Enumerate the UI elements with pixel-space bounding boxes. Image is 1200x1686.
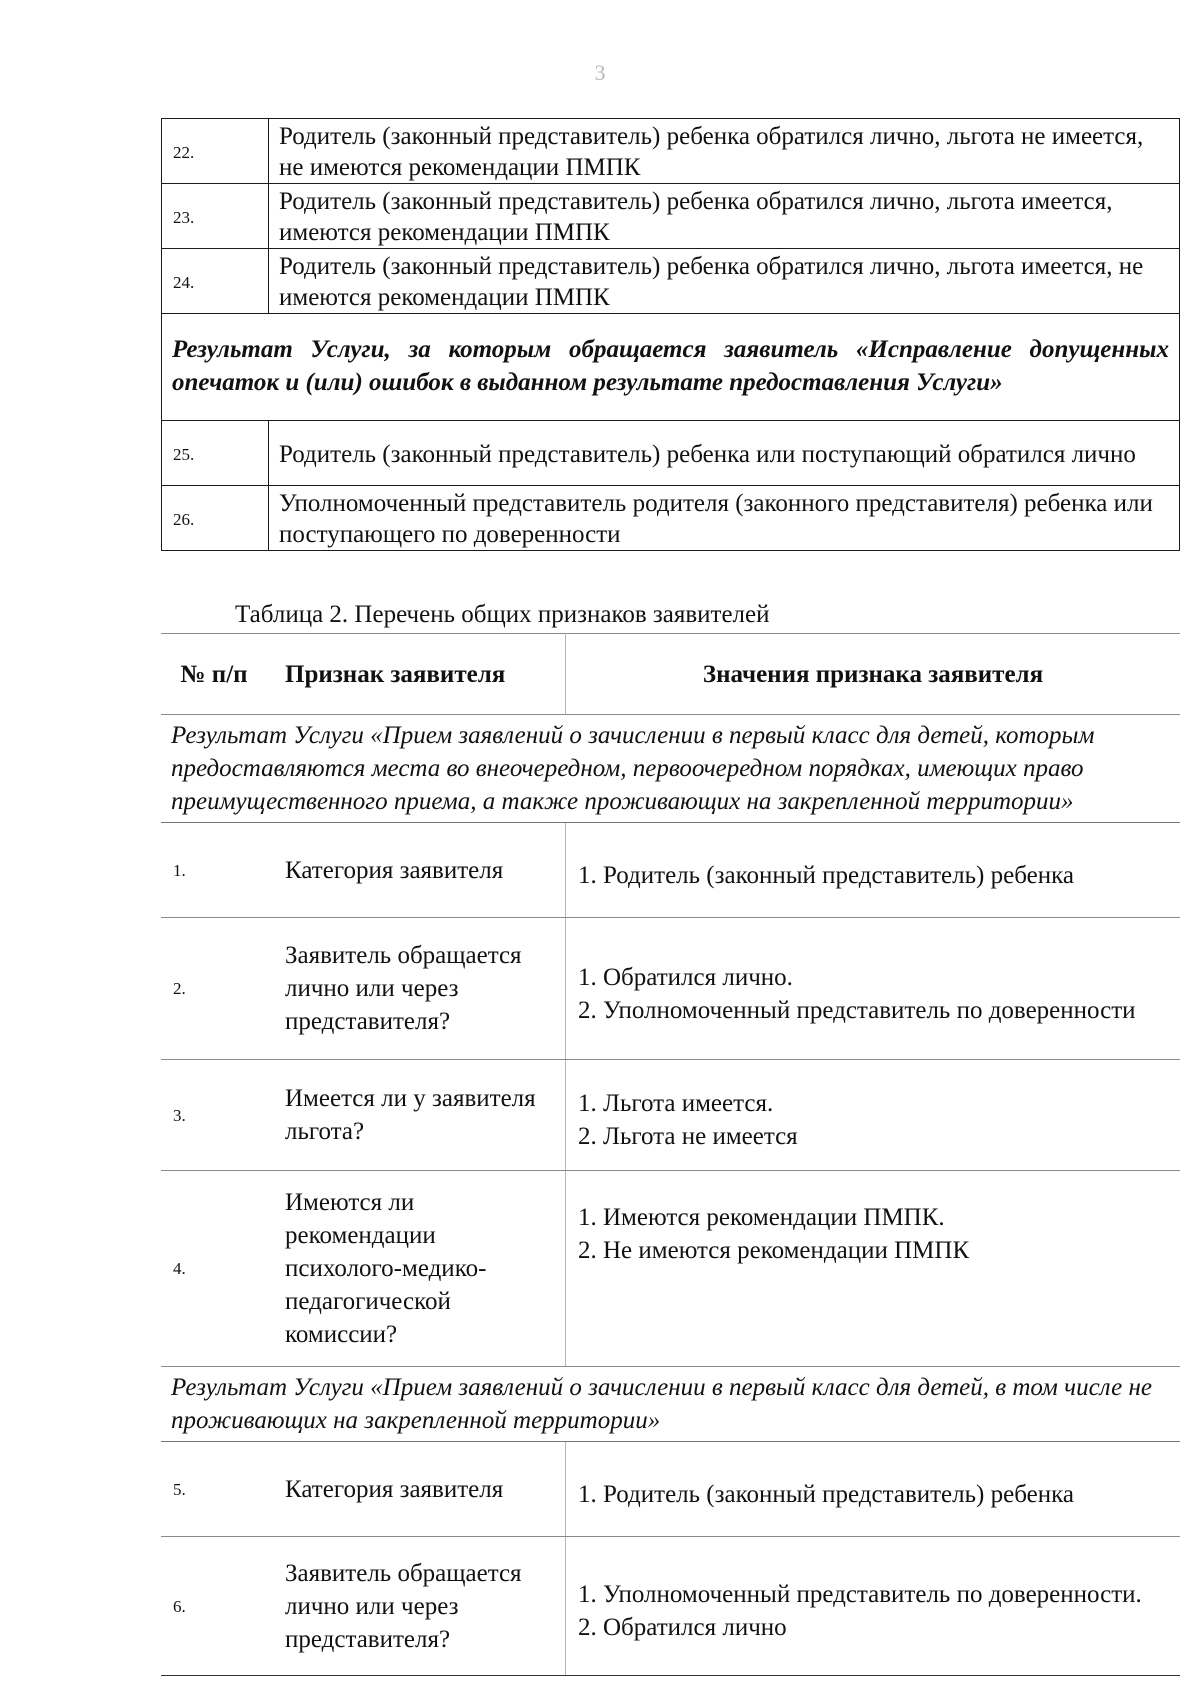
row-sign: Заявитель обращается лично или через представителя? [267, 1537, 566, 1676]
row-number: 22. [162, 119, 269, 184]
row-values [566, 1442, 1181, 1537]
row-number: 2. [161, 918, 267, 1060]
value-line: 1. Родитель (законный представитель) ребенка [578, 1480, 1074, 1508]
row-sign: Категория заявителя [267, 1442, 566, 1537]
row-text: Родитель (законный представитель) ребенка обратился лично, льгота не имеется, не имеются рекомендации ПМПК [269, 119, 1180, 184]
table-row [161, 823, 1180, 918]
row-text: Родитель (законный представитель) ребенка обратился лично, льгота имеется, имеются рекомендации ПМПК [269, 184, 1180, 249]
section-heading: Результат Услуги, за которым обращается заявитель «Исправление допущенных опечаток и (или) ошибок в выданном результате предоставления Услуги» [162, 314, 1180, 421]
table-row [162, 184, 1180, 249]
value-line: 2. Обратился лично [578, 1614, 787, 1641]
value-line: 2. Уполномоченный представитель по доверенности [578, 996, 1136, 1024]
header-number: № п/п [161, 634, 267, 715]
row-text: Родитель (законный представитель) ребенка или поступающий обратился лично [269, 421, 1180, 486]
row-number: 3. [161, 1060, 267, 1171]
table-row [161, 1171, 1180, 1367]
row-values [566, 1060, 1181, 1171]
table-row [162, 249, 1180, 314]
table-row [162, 119, 1180, 184]
row-number: 4. [161, 1171, 267, 1367]
row-number: 25. [162, 421, 269, 486]
row-number: 23. [162, 184, 269, 249]
value-line: 1. Родитель (законный представитель) ребенка [578, 861, 1074, 889]
row-text: Уполномоченный представитель родителя (законного представителя) ребенка или поступающего по доверенности [269, 486, 1180, 551]
value-line: 1. Обратился лично. [578, 963, 793, 991]
row-values [566, 1171, 1181, 1367]
table-row [161, 918, 1180, 1060]
row-values [566, 918, 1181, 1060]
table-row [162, 421, 1180, 486]
header-values: Значения признака заявителя [566, 634, 1181, 715]
section-heading: Результат Услуги «Прием заявлений о зачислении в первый класс для детей, которым предоставляются места во внеочередном, первоочередном порядках, имеющих право преимущественного приема, а также проживающих на закрепленной территории» [161, 715, 1180, 823]
section-row [162, 314, 1180, 421]
row-number: 1. [161, 823, 267, 918]
section-heading: Результат Услуги «Прием заявлений о зачислении в первый класс для детей, в том числе не проживающих на закрепленной территории» [161, 1367, 1180, 1442]
row-values [566, 1537, 1181, 1676]
row-sign: Имеются ли рекомендации психолого-медико-педагогической комиссии? [267, 1171, 566, 1367]
row-number: 24. [162, 249, 269, 314]
value-line: 1. Уполномоченный представитель по доверенности. [578, 1581, 1142, 1608]
header-sign: Признак заявителя [267, 634, 566, 715]
applicant-variants-table [161, 118, 1180, 551]
page-number: 3 [594, 60, 606, 85]
section-row [161, 715, 1180, 823]
row-text: Родитель (законный представитель) ребенка обратился лично, льгота имеется, не имеются рекомендации ПМПК [269, 249, 1180, 314]
row-sign: Заявитель обращается лично или через представителя? [267, 918, 566, 1060]
value-line: 2. Льгота не имеется [578, 1123, 798, 1150]
table-row [162, 486, 1180, 551]
row-sign: Имеется ли у заявителя льгота? [267, 1060, 566, 1171]
section-row [161, 1367, 1180, 1442]
applicant-signs-table [161, 633, 1180, 1676]
table-row [161, 1537, 1180, 1676]
table-caption: Таблица 2. Перечень общих признаков заявителей [235, 601, 770, 628]
value-line: 1. Льгота имеется. [578, 1090, 774, 1117]
table-row [161, 1442, 1180, 1537]
row-sign: Категория заявителя [267, 823, 566, 918]
value-line: 1. Имеются рекомендации ПМПК. [578, 1204, 945, 1231]
header-row [161, 634, 1180, 715]
table-row [161, 1060, 1180, 1171]
row-number: 5. [161, 1442, 267, 1537]
row-values [566, 823, 1181, 918]
row-number: 6. [161, 1537, 267, 1676]
value-line: 2. Не имеются рекомендации ПМПК [578, 1237, 970, 1264]
row-number: 26. [162, 486, 269, 551]
